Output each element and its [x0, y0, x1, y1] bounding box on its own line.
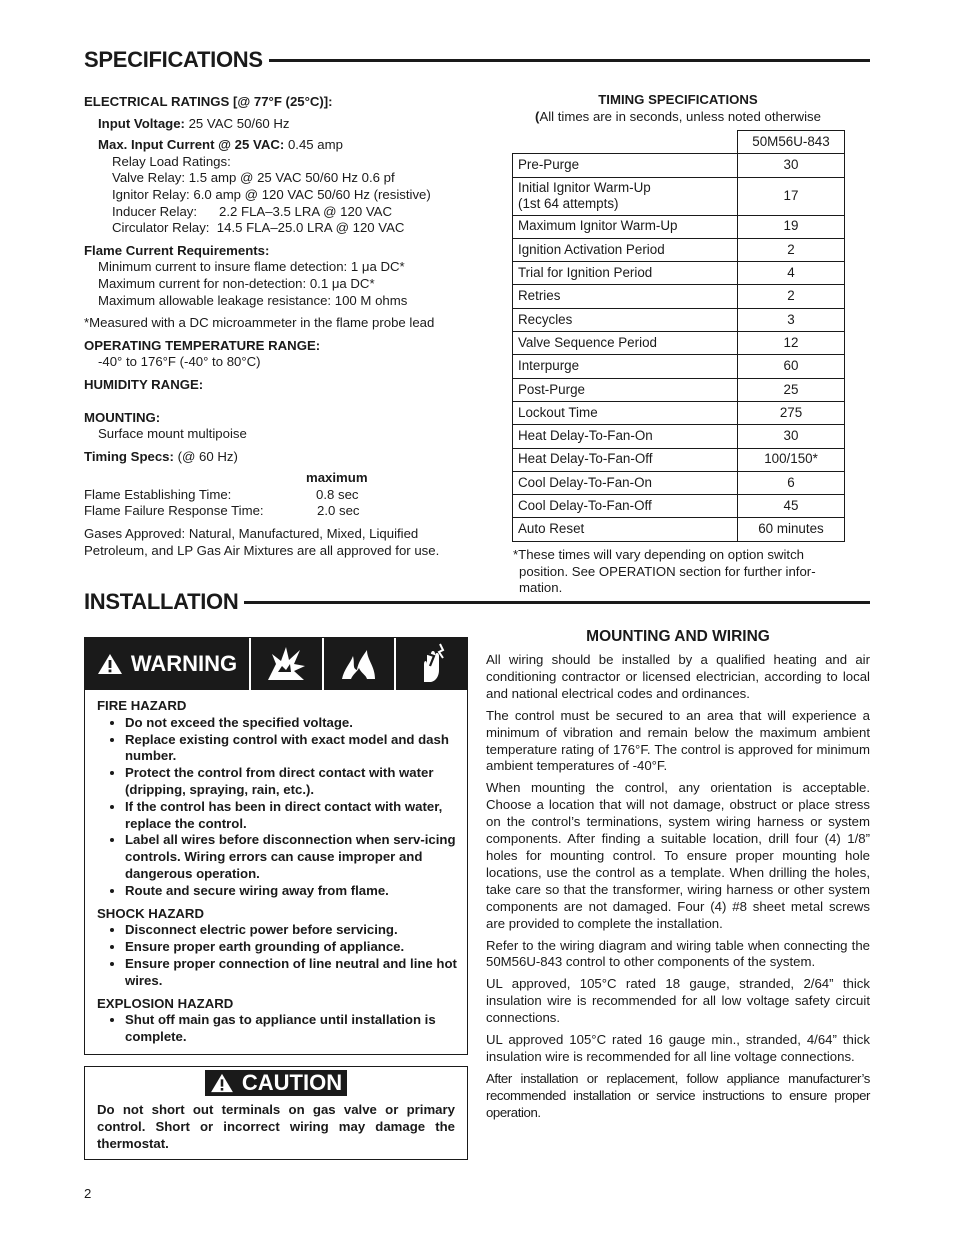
paragraph: UL approved, 105°C rated 18 gauge, stranded, 2/64” thick insulation wire is recommended for all low voltage safety circuit connections. [486, 976, 870, 1026]
table-header-row [513, 131, 845, 154]
heading-rule [269, 59, 870, 62]
list-item: • If the control has been in direct contact with water, replace the control. [125, 799, 457, 833]
ignitor-relay: Ignitor Relay: 6.0 amp @ 120 VAC 50/60 Hz (resistive) [112, 186, 431, 202]
table-row: Cool Delay-To-Fan-On 6 [513, 471, 845, 494]
timing-specs-line: Timing Specs: (@ 60 Hz) [84, 448, 238, 464]
electrical-ratings [84, 94, 474, 559]
explosion-hazard-heading: EXPLOSION HAZARD [97, 995, 234, 1011]
table-row: Interpurge 60 [513, 355, 845, 378]
section-title: SPECIFICATIONS [84, 47, 263, 72]
timing-subtitle: (All times are in seconds, unless noted otherwise [535, 109, 821, 124]
flame-note: *Measured with a DC microammeter in the flame probe lead [84, 315, 435, 331]
mounting-value: Surface mount multipoise [98, 426, 247, 442]
mounting-heading: MOUNTING: [84, 409, 161, 425]
table-row: Lockout Time 275 [513, 401, 845, 424]
mounting-wiring-heading: MOUNTING AND WIRING [586, 628, 770, 645]
humidity-heading: HUMIDITY RANGE: [84, 376, 204, 392]
flame-establishing-row: Flame Establishing Time: 0.8 sec [84, 486, 359, 502]
flame-max-leakage: Maximum allowable leakage resistance: 100 M ohms [98, 292, 408, 308]
table-corner [513, 131, 738, 154]
table-row: Recycles 3 [513, 308, 845, 331]
valve-relay: Valve Relay: 1.5 amp @ 25 VAC 50/60 Hz 0.6 pf [112, 170, 395, 186]
paragraph: Refer to the wiring diagram and wiring table when connecting the 50M56U-843 control to other components of the system. [486, 937, 870, 970]
list-item: • Disconnect electric power before servicing. [125, 922, 457, 939]
paragraph: When mounting the control, any orientation is acceptable. Choose a location that will not damage, obstruct or place stress on the control’s terminations, system wiring harness or system components. After finding a suitable location, drill four (4) 1/8” holes for mounting control. To ensure proper mounting hole locations, use the control as a template. When drilling the holes, take care so that the transformer, wiring harness or other system components are not damaged. Four (4) #8 sheet metal screws are provided to complete the installation. [486, 780, 870, 931]
circulator-relay: Circulator Relay: 14.5 FLA–25.0 LRA @ 120 VAC [112, 220, 405, 236]
list-item: • Label all wires before disconnection when serv-icing controls. Wiring errors can cause improper and dangerous operation. [125, 832, 457, 882]
table-row: Retries 2 [513, 285, 845, 308]
table-row: Valve Sequence Period 12 [513, 332, 845, 355]
paragraph: The control must be secured to an area that will experience a minimum of vibration and remain below the maximum ambient temperature rating of 176°F. The control is approved for minimum ambient temperatures of -40°F. [486, 707, 870, 774]
timing-table [512, 130, 845, 542]
table-row: Heat Delay-To-Fan-Off 100/150* [513, 448, 845, 471]
paragraph: UL approved 105°C rated 16 gauge min., stranded, 4/64” thick insulation wire is recommended for all line voltage connections. [486, 1032, 870, 1064]
warning-triangle-icon [97, 653, 123, 675]
specifications-heading [84, 47, 870, 72]
gases-approved: Gases Approved: Natural, Manufactured, Mixed, Liquified Petroleum, and LP Gas Air Mixtures are all approved for use. [84, 526, 440, 558]
list-item: • Replace existing control with exact model and dash number. [125, 732, 457, 766]
list-item: • Ensure proper connection of line neutral and line hot wires. [125, 956, 457, 990]
section-title: INSTALLATION [84, 589, 239, 614]
paragraph: After installation or replacement, follow appliance manufacturer’s recommended installation or service instructions to ensure proper operation. [486, 1070, 870, 1120]
flame-min-detection: Minimum current to insure flame detection: 1 μa DC* [98, 259, 405, 275]
table-row: Ignition Activation Period 2 [513, 238, 845, 261]
electric-shock-icon [394, 638, 467, 690]
heading-rule [244, 601, 870, 604]
list-item: • Shut off main gas to appliance until installation is complete. [125, 1012, 457, 1046]
explosion-icon [249, 638, 322, 690]
table-row: Maximum Ignitor Warm-Up 19 [513, 215, 845, 238]
fire-hazard-list [97, 715, 457, 900]
operating-temp-heading: OPERATING TEMPERATURE RANGE: [84, 337, 321, 353]
mounting-wiring-body [486, 652, 870, 1127]
relay-load-ratings: Relay Load Ratings: [112, 153, 231, 169]
list-item: • Protect the control from direct contact with water (dripping, spraying, rain, etc.). [125, 765, 457, 799]
list-item: • Route and secure wiring away from flame. [125, 883, 457, 900]
table-row: Pre-Purge 30 [513, 154, 845, 177]
caution-box [84, 1066, 468, 1160]
input-voltage: Input Voltage: 25 VAC 50/60 Hz [98, 115, 290, 131]
flame-heading: Flame Current Requirements: [84, 242, 270, 258]
table-row: Heat Delay-To-Fan-On 30 [513, 425, 845, 448]
flame-failure-row: Flame Failure Response Time: 2.0 sec [84, 503, 360, 519]
caution-text: Do not short out terminals on gas valve or primary control. Short or incorrect wiring may damage the thermostat. [97, 1102, 455, 1151]
explosion-hazard-list [97, 1012, 457, 1046]
list-item: • Do not exceed the specified voltage. [125, 715, 457, 732]
list-item: • Ensure proper earth grounding of appliance. [125, 939, 457, 956]
warning-box [84, 637, 468, 1055]
warning-bar [85, 638, 467, 690]
fire-icon [322, 638, 395, 690]
flame-max-nondetection: Maximum current for non-detection: 0.1 μa DC* [98, 275, 375, 291]
timing-footnote: *These times will vary depending on option switch position. See OPERATION section for further infor- mation. [513, 547, 816, 596]
paragraph: All wiring should be installed by a qualified heating and air conditioning contractor or licensed electrician, according to local and national electrical codes and ordinances. [486, 652, 870, 701]
table-row: Cool Delay-To-Fan-Off 45 [513, 495, 845, 518]
timing-max-header: maximum [306, 470, 368, 486]
warning-triangle-icon [210, 1073, 234, 1093]
caution-label: CAUTION [205, 1070, 347, 1096]
electrical-heading: ELECTRICAL RATINGS [@ 77°F (25°C)]: [84, 94, 333, 109]
table-row: Post-Purge 25 [513, 378, 845, 401]
warning-content [97, 698, 457, 1052]
table-row: Initial Ignitor Warm-Up (1st 64 attempts) 17 [513, 177, 845, 215]
fire-hazard-heading: FIRE HAZARD [97, 698, 187, 713]
installation-heading [84, 589, 870, 614]
timing-title: TIMING SPECIFICATIONS [598, 92, 758, 107]
operating-temp-value: -40° to 176°F (-40° to 80°C) [98, 354, 261, 370]
model-header: 50M56U-843 [738, 131, 845, 154]
warning-label: WARNING [85, 638, 249, 690]
page-number: 2 [84, 1186, 92, 1201]
shock-hazard-heading: SHOCK HAZARD [97, 905, 204, 921]
inducer-relay: Inducer Relay: 2.2 FLA–3.5 LRA @ 120 VAC [112, 203, 392, 219]
table-row: Trial for Ignition Period 4 [513, 262, 845, 285]
shock-hazard-list [97, 922, 457, 989]
table-row: Auto Reset 60 minutes [513, 518, 845, 541]
max-input-current: Max. Input Current @ 25 VAC: 0.45 amp [98, 137, 343, 153]
